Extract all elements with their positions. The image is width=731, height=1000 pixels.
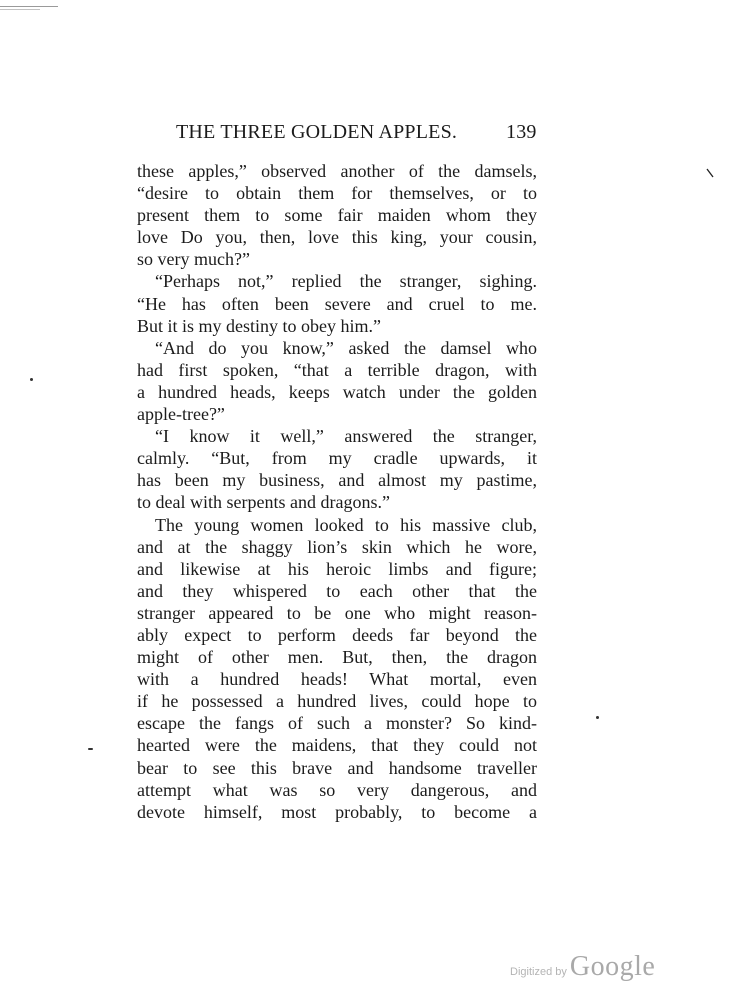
scan-speck (88, 748, 93, 750)
scan-speck (30, 378, 33, 381)
scan-speck (596, 716, 599, 719)
text-line: and they whispered to each other that the (137, 580, 537, 601)
text-line: apple-tree?” (137, 404, 225, 425)
text-line: “Perhaps not,” replied the stranger, sighing. (155, 271, 537, 292)
text-line: stranger appeared to be one who might reason- (137, 602, 537, 623)
text-line: The young women looked to his massive club, (155, 514, 537, 535)
watermark-caption: Digitized by (510, 966, 567, 978)
text-line: escape the fangs of such a monster? So kind- (137, 713, 537, 734)
google-logo: Google (569, 951, 656, 982)
text-line: so very much?” (137, 249, 250, 270)
running-title: THE THREE GOLDEN APPLES. (176, 121, 458, 143)
body-text (137, 160, 537, 823)
text-line: has been my business, and almost my pastime, (137, 470, 537, 491)
text-line: might of other men. But, then, the dragon (137, 647, 537, 668)
text-line: hearted were the maidens, that they could not (137, 735, 537, 756)
text-line: love Do you, then, love this king, your cousin, (137, 227, 537, 248)
text-line: a hundred heads, keeps watch under the golden (137, 381, 537, 402)
text-line: “He has often been severe and cruel to me. (137, 293, 537, 314)
page-number: 139 (506, 121, 537, 143)
scan-edge-rule (0, 6, 58, 7)
text-line: these apples,” observed another of the damsels, (137, 161, 537, 181)
text-line: had first spoken, “that a terrible dragon, with (137, 359, 537, 380)
text-line: ably expect to perform deeds far beyond the (137, 624, 537, 645)
stray-pen-mark (705, 168, 715, 178)
text-line: “desire to obtain them for themselves, or to (137, 183, 537, 204)
text-line: calmly. “But, from my cradle upwards, it (137, 448, 537, 469)
text-line: present them to some fair maiden whom they (137, 205, 537, 226)
text-line: attempt what was so very dangerous, and (137, 779, 537, 800)
text-line: bear to see this brave and handsome traveller (137, 757, 537, 778)
text-line: and likewise at his heroic limbs and figure; (137, 558, 537, 579)
text-line: But it is my destiny to obey him.” (137, 315, 381, 336)
text-line: and at the shaggy lion’s skin which he wore, (137, 536, 537, 557)
text-line: with a hundred heads! What mortal, even (137, 669, 537, 690)
text-line: if he possessed a hundred lives, could hope to (137, 691, 537, 712)
text-line: “I know it well,” answered the stranger, (155, 426, 537, 447)
text-line: devote himself, most probably, to become a (137, 801, 537, 822)
page-header (176, 121, 546, 151)
text-line: to deal with serpents and dragons.” (137, 492, 390, 513)
text-line: “And do you know,” asked the damsel who (155, 337, 537, 358)
digitized-watermark (510, 951, 655, 987)
